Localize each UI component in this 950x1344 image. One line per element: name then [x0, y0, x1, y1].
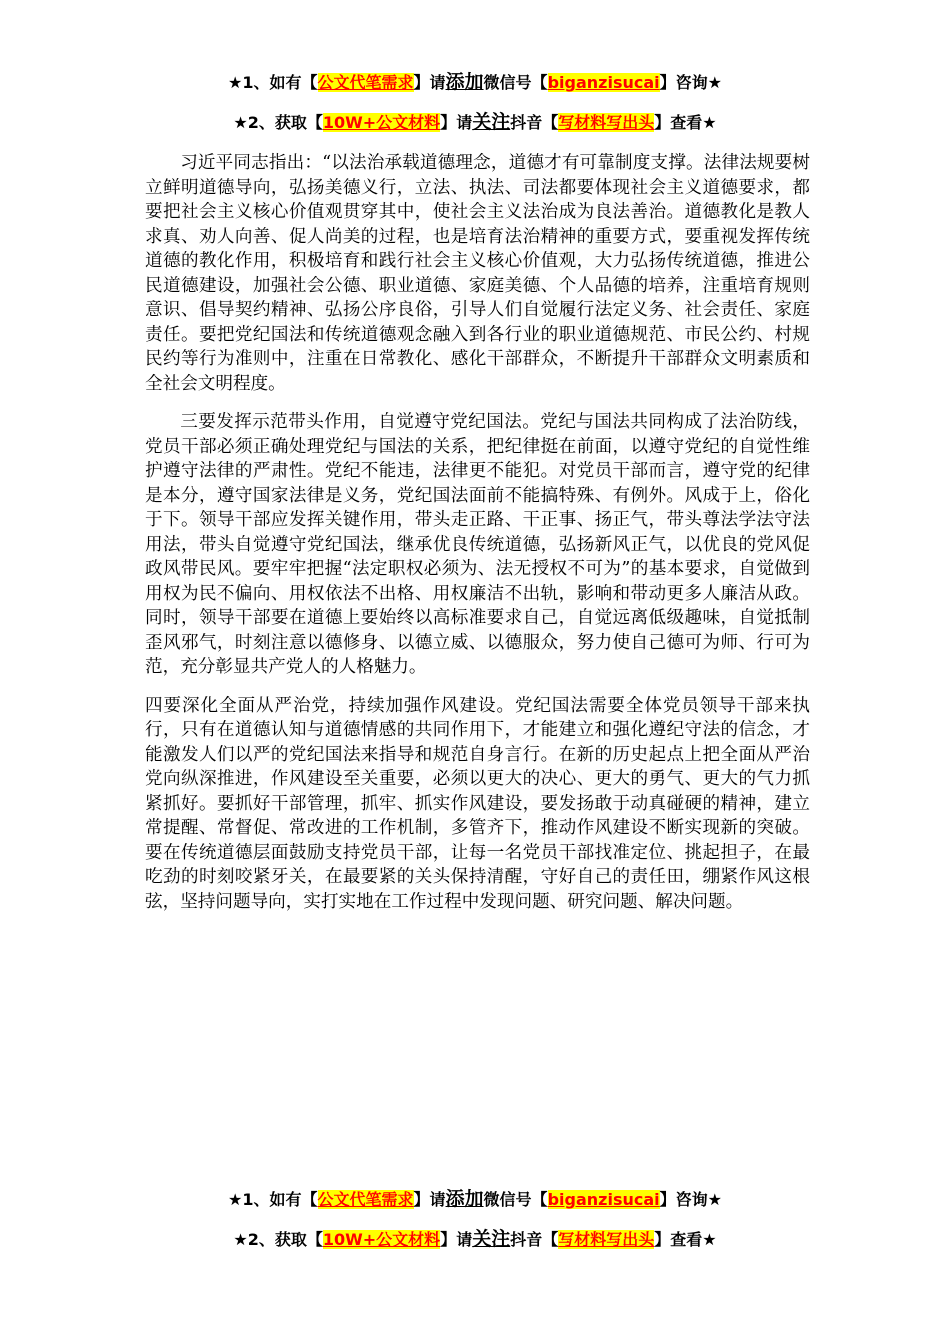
paragraph-quote: 习近平同志指出：“以法治承载道德理念，道德才有可靠制度支撑。法律法规要树立鲜明道德导向，弘扬美德义行，立法、执法、司法都要体现社会主义道德要求，都要把社会主义核心价值观贯穿其中，使社会主义法治成为良法善治。道德教化是教人求真、劝人向善、促人尚美的过程，也是培育法治精神的重要方式，要重视发挥传统道德的教化作用，积极培育和践行社会主义核心价值观，大力弘扬传统道德，推进公民道德建设，加强社会公德、职业道德、家庭美德、个人品德的培养，注重培育规则意识、倡导契约精神、弘扬公序良俗，引导人们自觉履行法定义务、社会责任、家庭责任。要把党纪国法和传统道德观念融入到各行业的职业道德规范、市民公约、村规民约等行为准则中，注重在日常教化、感化干部群众，不断提升干部群众文明素质和全社会文明程度。	[145, 153, 810, 394]
paragraph-point-four: 四要深化全面从严治党，持续加强作风建设。党纪国法需要全体党员领导干部来执行，只有在道德认知与道德情感的共同作用下，才能建立和强化遵纪守法的信念，才能激发人们以严的党纪国法来指导和规范自身言行。在新的历史起点上把全面从严治党向纵深推进，作风建设至关重要，必须以更大的决心、更大的勇气、更大的气力抓紧抓好。要抓好干部管理，抓牢、抓实作风建设，要发扬敢于动真碰硬的精神，建立常提醒、常督促、常改进的工作机制，多管齐下，推动作风建设不断实现新的突破。要在传统道德层面鼓励支持党员干部，让每一名党员干部找准定位、挑起担子，在最吃劲的时刻咬紧牙关，在最要紧的关头保持清醒，守好自己的责任田，绷紧作风这根弦，坚持问题导向，实打实地在工作过程中发现问题、研究问题、解决问题。	[145, 695, 810, 912]
banner-suffix: 】查看★	[654, 113, 717, 132]
banner-prefix: ★1、如有【	[228, 1190, 318, 1209]
banner-text: 抖音【	[510, 113, 559, 132]
top-banner-line-2	[0, 110, 950, 135]
banner-emphasis: 添加	[445, 71, 484, 93]
banner-suffix: 】查看★	[654, 1230, 717, 1249]
banner-text: 】请	[440, 1230, 473, 1249]
banner-highlight-douyin-id: 写材料写出头	[558, 113, 655, 132]
banner-prefix: ★2、获取【	[233, 1230, 323, 1249]
banner-highlight-douyin-id: 写材料写出头	[558, 1230, 655, 1249]
banner-text: 抖音【	[510, 1230, 559, 1249]
banner-highlight-service: 公文代笔需求	[317, 1190, 414, 1209]
banner-emphasis: 添加	[445, 1188, 484, 1210]
banner-suffix: 】咨询★	[659, 73, 722, 92]
paragraph-point-three: 三要发挥示范带头作用，自觉遵守党纪国法。党纪与国法共同构成了法治防线，党员干部必须正确处理党纪与国法的关系，把纪律挺在前面，以遵守党纪的自觉性维护遵守法律的严肃性。党纪不能违，法律更不能犯。对党员干部而言，遵守党的纪律是本分，遵守国家法律是义务，党纪国法面前不能搞特殊、有例外。风成于上，俗化于下。领导干部应发挥关键作用，带头走正路、干正事、扬正气，带头尊法学法守法用法，带头自觉遵守党纪国法，继承优良传统道德，弘扬新风正气，以优良的党风促政风带民风。要牢牢把握“法定职权必须为、法无授权不可为”的基本要求，自觉做到用权为民不偏向、用权依法不出格、用权廉洁不出轨，影响和带动更多人廉洁从政。同时，领导干部要在道德上要始终以高标准要求自己，自觉远离低级趣味，自觉抵制歪风邪气，时刻注意以德修身、以德立威、以德服众，努力使自己德可为师、行可为范，充分彰显共产党人的人格魅力。	[145, 412, 810, 677]
banner-emphasis: 关注	[472, 111, 511, 133]
banner-text: 微信号【	[483, 1190, 548, 1209]
top-banner-line-1	[0, 70, 950, 95]
banner-highlight-service: 公文代笔需求	[317, 73, 414, 92]
banner-highlight-materials: 10W+公文材料	[322, 1230, 441, 1249]
banner-highlight-wechat-id: biganzisucai	[547, 73, 660, 92]
banner-highlight-wechat-id: biganzisucai	[547, 1190, 660, 1209]
bottom-banner-line-1	[0, 1187, 950, 1212]
banner-suffix: 】咨询★	[659, 1190, 722, 1209]
banner-highlight-materials: 10W+公文材料	[322, 113, 441, 132]
document-body	[145, 151, 810, 928]
banner-text: 】请	[440, 113, 473, 132]
banner-text: 】请	[413, 1190, 446, 1209]
banner-emphasis: 关注	[472, 1228, 511, 1250]
banner-prefix: ★1、如有【	[228, 73, 318, 92]
bottom-banner-line-2	[0, 1227, 950, 1252]
banner-text: 微信号【	[483, 73, 548, 92]
banner-prefix: ★2、获取【	[233, 113, 323, 132]
banner-text: 】请	[413, 73, 446, 92]
